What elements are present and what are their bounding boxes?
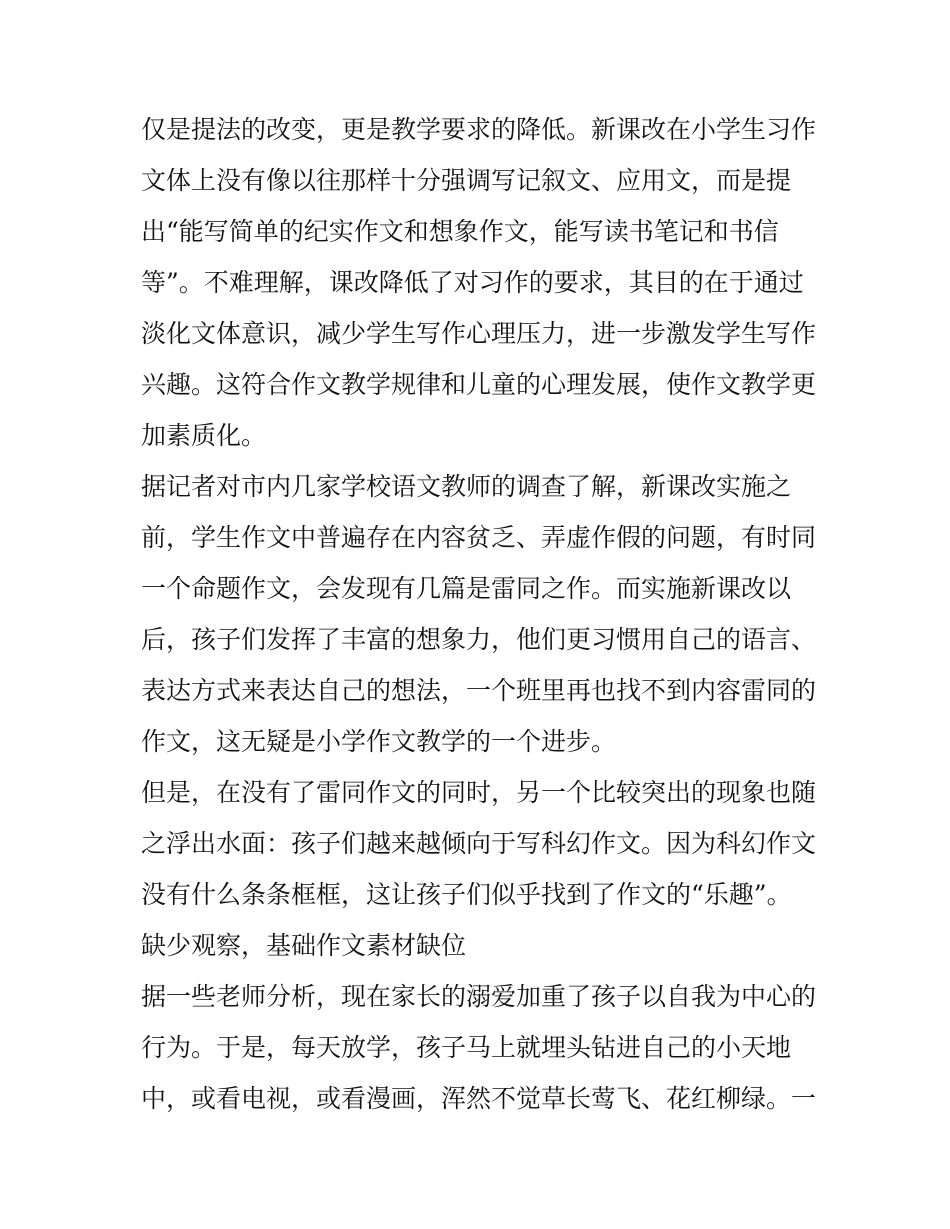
- text-line: 没有什么条条框框，这让孩子们似乎找到了作文的“乐趣”。: [141, 880, 792, 909]
- text-line: 据一些老师分析，现在家长的溺爱加重了孩子以自我为中心的: [141, 982, 817, 1011]
- text-line: 作文，这无疑是小学作文教学的一个进步。: [141, 727, 617, 756]
- text-line: 淡化文体意识，减少学生写作心理压力，进一步激发学生写作: [141, 319, 817, 348]
- text-line: 等”。不难理解，课改降低了对习作的要求，其目的在于通过: [141, 268, 804, 297]
- text-line: 兴趣。这符合作文教学规律和儿童的心理发展，使作文教学更: [141, 370, 817, 399]
- text-line: 文体上没有像以往那样十分强调写记叙文、应用文，而是提: [141, 166, 792, 195]
- text-line: 中，或看电视，或看漫画，浑然不觉草长莺飞、花红柳绿。一: [141, 1084, 817, 1113]
- text-line: 据记者对市内几家学校语文教师的调查了解，新课改实施之: [141, 472, 792, 501]
- text-line: 前，学生作文中普遍存在内容贫乏、弄虚作假的问题，有时同: [141, 523, 817, 552]
- text-line: 一个命题作文，会发现有几篇是雷同之作。而实施新课改以: [141, 574, 792, 603]
- document-body: [141, 104, 821, 1124]
- text-line: 仅是提法的改变，更是教学要求的降低。新课改在小学生习作: [141, 115, 817, 144]
- text-line: 出“能写简单的纪实作文和想象作文，能写读书笔记和书信: [141, 217, 779, 246]
- section-heading: 缺少观察，基础作文素材缺位: [141, 931, 467, 960]
- text-line: 后，孩子们发挥了丰富的想象力，他们更习惯用自己的语言、: [141, 625, 817, 654]
- text-line: 行为。于是，每天放学，孩子马上就埋头钻进自己的小天地: [141, 1033, 792, 1062]
- text-line: 之浮出水面：孩子们越来越倾向于写科幻作文。因为科幻作文: [141, 829, 817, 858]
- text-line: 加素质化。: [141, 421, 267, 450]
- text-line: 但是，在没有了雷同作文的同时，另一个比较突出的现象也随: [141, 778, 817, 807]
- text-line: 表达方式来表达自己的想法，一个班里再也找不到内容雷同的: [141, 676, 817, 705]
